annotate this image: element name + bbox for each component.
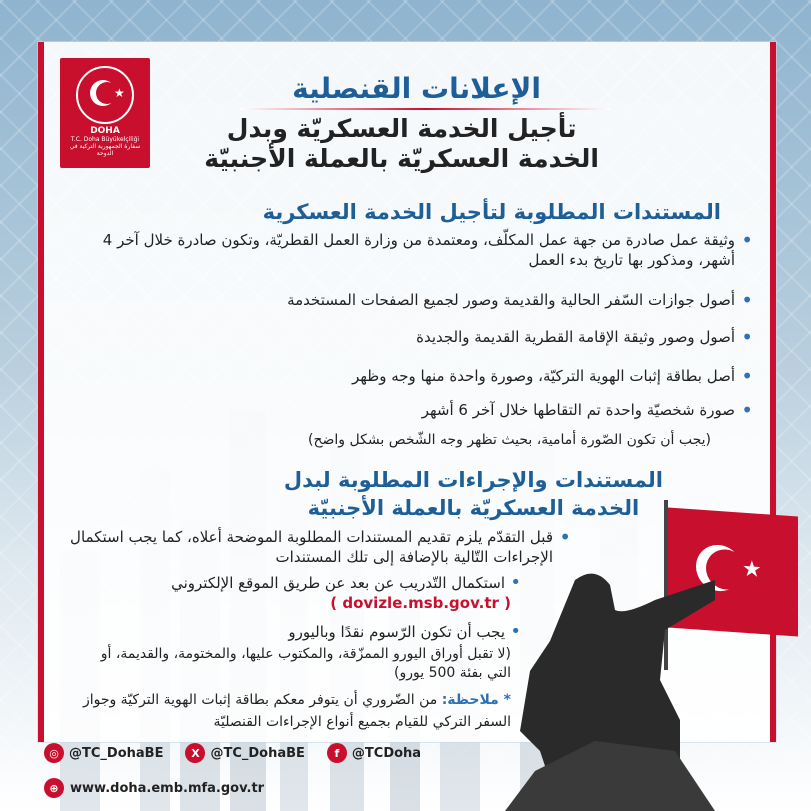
twitter-x-icon: X bbox=[185, 743, 205, 763]
list-item: • أصول جوازات السّفر الحالية والقديمة وصور لجميع الصفحات المستخدمة bbox=[85, 290, 753, 310]
list-item: • صورة شخصيّة واحدة تم التقاطها خلال آخر 6 أشهر bbox=[85, 400, 753, 420]
section2-heading-line-1: المستندات والإجراءات المطلوبة لبدل bbox=[283, 468, 663, 492]
remark-label: * ملاحظة: bbox=[441, 692, 511, 708]
facebook-icon: f bbox=[327, 743, 347, 763]
logo-embassy-tr: T.C. Doha Büyükelçiliği bbox=[70, 136, 140, 143]
instagram-icon: ◎ bbox=[44, 743, 64, 763]
photo-note: (يجب أن تكون الصّورة أمامية، بحيث تظهر وجه الشّخص بشكل واضح) bbox=[308, 432, 711, 448]
remark bbox=[71, 692, 511, 708]
sub-list-item: • استكمال التّدريب عن بعد عن طريق الموقع الإلكتروني bbox=[105, 573, 521, 593]
twitter-handle: @TC_DohaBE bbox=[210, 745, 305, 761]
page-subtitle bbox=[204, 114, 599, 174]
subtitle-line-2: الخدمة العسكريّة بالعملة الأجنبيّة bbox=[204, 144, 599, 173]
section2-heading-line-2: الخدمة العسكريّة بالعملة الأجنبيّة bbox=[307, 496, 640, 520]
facebook-handle: @TCDoha bbox=[351, 745, 422, 761]
right-accent-bar bbox=[770, 42, 776, 742]
euro-note: (لا تقبل أوراق اليورو الممزّقة، والمكتوب عليها، والمختومة، والقديمة، أو التي بفئة 500 يورو) bbox=[100, 646, 511, 681]
list-item: • وثيقة عمل صادرة من جهة عمل المكلّف، ومعتمدة من وزارة العمل القطريّة، وتكون صادرة خلال آخر 4 أشهر، ومذكور بها تاريخ بدء العمل bbox=[85, 230, 753, 270]
list-item: • أصول وصور وثيقة الإقامة القطرية القديمة والجديدة bbox=[85, 327, 753, 347]
logo-embassy-ar: سفارة الجمهورية التركية في الدوحة bbox=[69, 143, 141, 157]
globe-icon: ⊕ bbox=[44, 778, 64, 798]
twitter-link[interactable] bbox=[185, 743, 304, 763]
logo-city: DOHA bbox=[90, 126, 120, 136]
sub-list-item: • يجب أن تكون الرّسوم نقدًا وباليورو bbox=[105, 622, 521, 642]
facebook-link[interactable] bbox=[327, 743, 421, 763]
website-url: www.doha.emb.mfa.gov.tr bbox=[70, 780, 265, 796]
subtitle-line-1: تأجيل الخدمة العسكريّة وبدل bbox=[226, 114, 577, 143]
remark-text: من الضّروري أن يتوفر معكم بطاقة إثبات الهوية التركيّة وجواز bbox=[82, 692, 438, 708]
left-accent-bar bbox=[38, 42, 44, 742]
remark-text-2: السفر التركي للقيام بجميع أنواع الإجراءات القنصليّة bbox=[213, 714, 511, 730]
list-item: • قبل التقدّم يلزم تقديم المستندات المطلوبة الموضحة أعلاه، كما يجب استكمال الإجراءات التّالية بالإضافة إلى تلك المستندات bbox=[53, 527, 571, 567]
soldier-silhouette-icon bbox=[505, 560, 715, 811]
embassy-logo bbox=[60, 58, 150, 168]
page-title: الإعلانات القنصلية bbox=[292, 72, 541, 105]
turkish-flag-icon: ★ bbox=[668, 507, 798, 636]
section2-heading bbox=[284, 466, 663, 522]
instagram-handle: @TC_DohaBE bbox=[69, 745, 164, 761]
instagram-link[interactable] bbox=[44, 743, 163, 763]
list-item: • أصل بطاقة إثبات الهوية التركيّة، وصورة واحدة منها وجه وظهر bbox=[85, 366, 753, 386]
msb-website-link[interactable]: ( dovizle.msb.gov.tr ) bbox=[330, 594, 511, 612]
title-divider bbox=[240, 108, 610, 110]
section1-heading: المستندات المطلوبة لتأجيل الخدمة العسكرية bbox=[262, 200, 721, 224]
website-link[interactable] bbox=[44, 778, 264, 798]
crescent-emblem-icon: ★ bbox=[76, 66, 134, 124]
social-links bbox=[44, 743, 421, 763]
